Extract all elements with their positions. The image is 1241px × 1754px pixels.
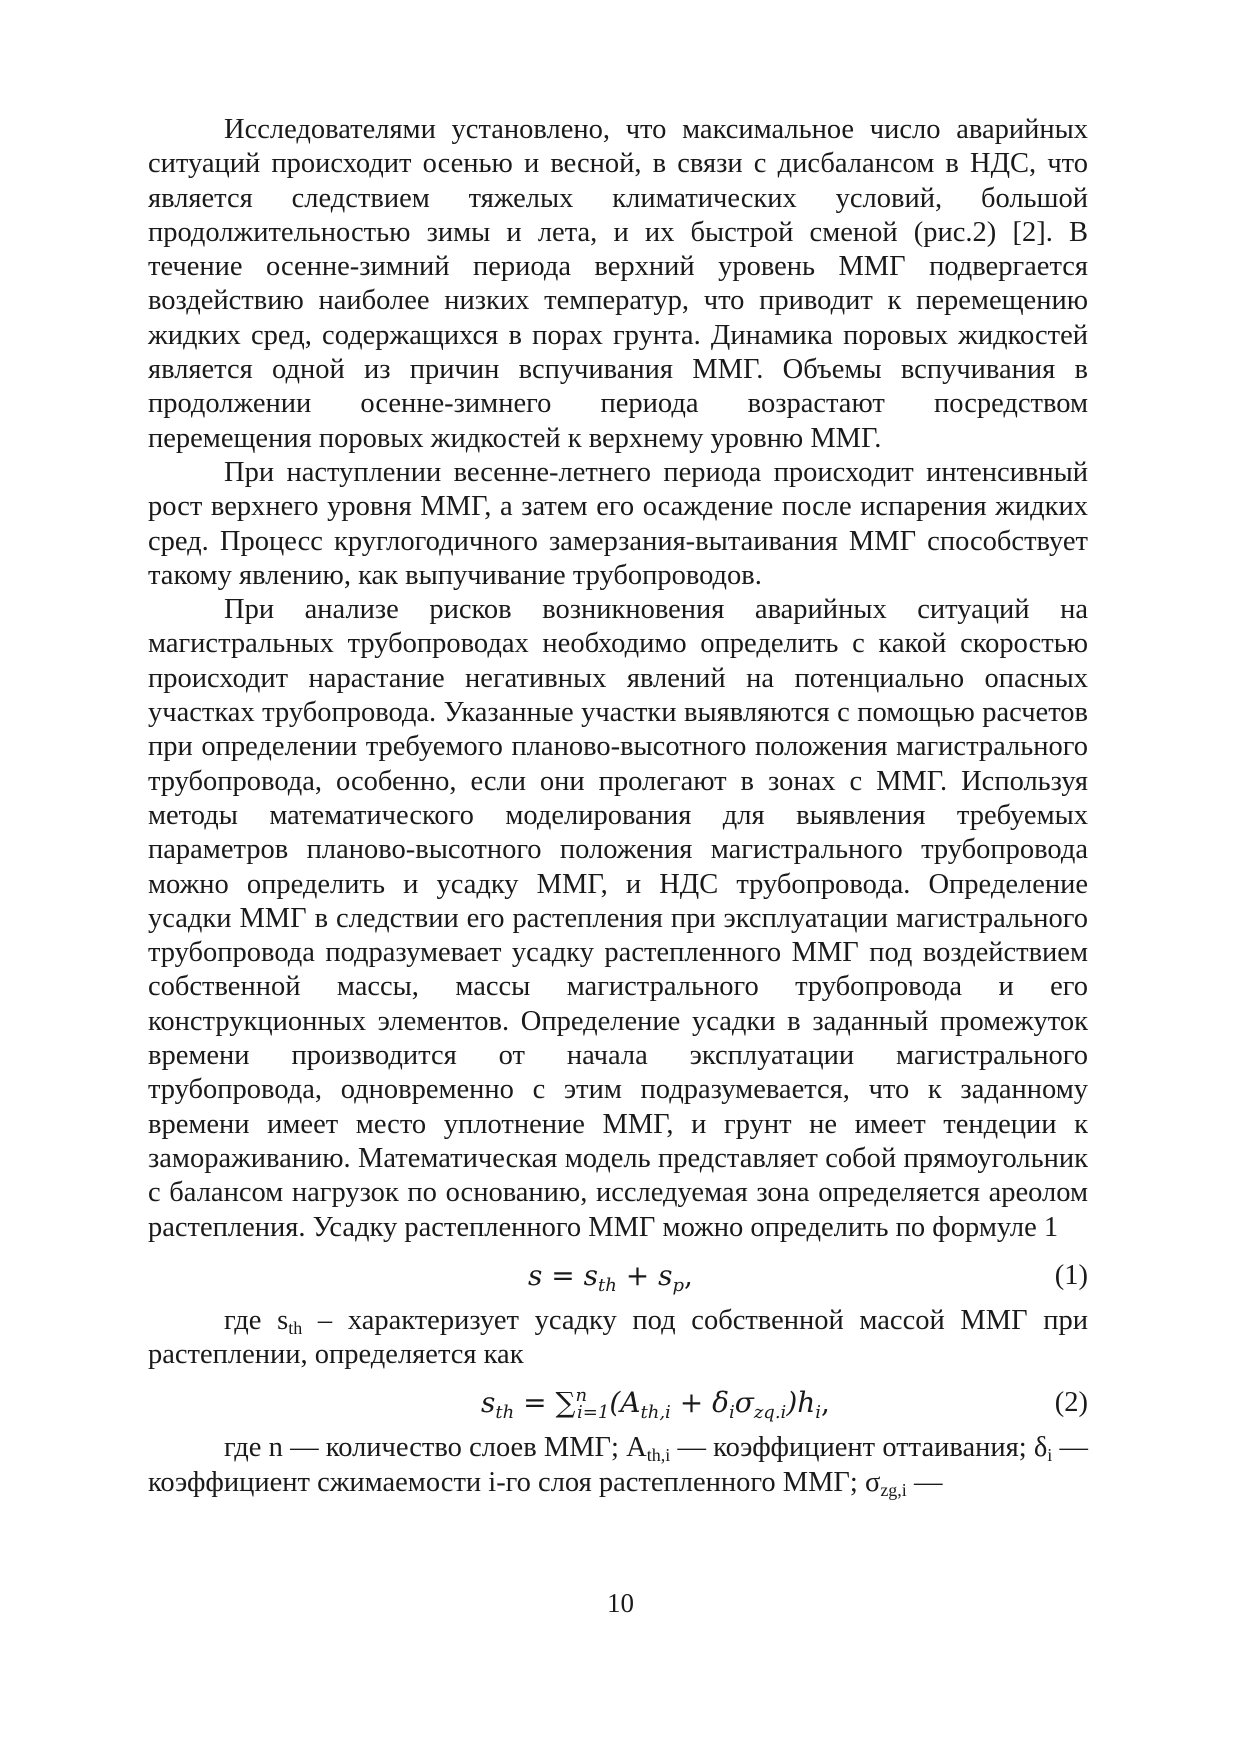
formula-1-row	[148, 1257, 1088, 1294]
where-2-sub-1: th,i	[646, 1445, 671, 1466]
where-1-suffix: – характеризует усадку под собственной массой ММГ при растеплении, определяется как	[148, 1304, 1088, 1371]
where-2-text-2: — коэффициент оттаивания; δ	[670, 1432, 1048, 1464]
formula-2-sigma: σ	[734, 1386, 754, 1420]
formula-2-open: (A	[609, 1386, 641, 1420]
formula-2-h-sub: i	[815, 1402, 822, 1424]
where-2-sub-3: zg,i	[880, 1479, 907, 1500]
formula-1-tail: ,	[684, 1258, 693, 1292]
paragraph-2: При наступлении весенне-летнего периода происходит интенсивный рост верхнего уровня ММГ, а затем его осаждение после испарения жидких сред. Процесс круглогодичного замерзания-вытаивания ММГ способствует такому явлению, как выпучивание трубопроводов.	[148, 456, 1088, 591]
formula-2-lhs: s	[481, 1386, 496, 1420]
page-number: 10	[607, 1588, 634, 1618]
equation-number-2: (2)	[1054, 1387, 1088, 1419]
formula-2-a-sub: th,i	[640, 1402, 671, 1424]
where-paragraph-2	[148, 1431, 1088, 1500]
formula-1-sub-p: p	[672, 1274, 684, 1296]
where-2-text-1: где n — количество слоев ММГ; A	[224, 1432, 647, 1464]
where-paragraph-1	[148, 1304, 1088, 1373]
formula-2-lhs-sub: th	[495, 1402, 515, 1424]
where-1-prefix: где s	[224, 1304, 289, 1336]
formula-2-sum-sign: = ∑	[514, 1386, 576, 1420]
formula-2-plus-delta: + δ	[670, 1386, 729, 1420]
formula-2-sum-sub: i=1	[577, 1402, 610, 1424]
formula-2-sum-sup: n	[575, 1385, 588, 1407]
equation-number-1: (1)	[1054, 1259, 1088, 1291]
document-body	[148, 113, 1088, 1500]
formula-2	[481, 1384, 830, 1424]
formula-2-delta-sub: i	[728, 1402, 735, 1424]
formula-1-lhs: s = s	[528, 1258, 598, 1292]
where-2-text-4: —	[906, 1466, 943, 1498]
where-2-sub-2: i	[1047, 1445, 1053, 1466]
formula-1	[528, 1257, 693, 1294]
formula-2-sigma-sub: zq.i	[753, 1402, 787, 1424]
where-1-sub: th	[288, 1317, 303, 1338]
formula-1-sub-th: th	[598, 1274, 617, 1296]
paragraph-1: Исследователями установлено, что максимальное число аварийных ситуаций происходит осенью и весной, в связи с дисбалансом в НДС, что является следствием тяжелых климатических условий, большой продолжительностью зимы и лета, и их быстрой сменой (рис.2) [2]. В течение осенне-зимний периода верхний уровень ММГ подвергается воздействию наиболее низких температур, что приводит к перемещению жидких сред, содержащихся в порах грунта. Динамика поровых жидкостей является одной из причин вспучивания ММГ. Объемы вспучивания в продолжении осенне-зимнего периода возрастают посредством перемещения поровых жидкостей к верхнему уровню ММГ.	[148, 114, 1088, 454]
formula-1-plus: + s	[616, 1258, 673, 1292]
paragraph-3: При анализе рисков возникновения аварийных ситуаций на магистральных трубопроводах необходимо определить с какой скоростью происходит нарастание негативных явлений на потенциально опасных участках трубопровода. Указанные участки выявляются с помощью расчетов при определении требуемого планово-высотного положения магистрального трубопровода, особенно, если они пролегают в зонах с ММГ. Используя методы математического моделирования для выявления требуемых параметров планово-высотного положения магистрального трубопровода можно определить и усадку ММГ, и НДС трубопровода. Определение усадки ММГ в следствии его растепления при эксплуатации магистрального трубопровода подразумевает усадку растепленного ММГ под воздействием собственной массы, массы магистрального трубопровода и его конструкционных элементов. Определение усадки в заданный промежуток времени производится от начала эксплуатации магистрального трубопровода, одновременно с этим подразумевается, что к заданному времени имеет место уплотнение ММГ, и грунт не имеет тендеции к замораживанию. Математическая модель представляет собой прямоугольник с балансом нагрузок по основанию, исследуемая зона определяется ареолом растепления. Усадку растепленного ММГ можно определить по формуле 1	[148, 594, 1088, 1243]
formula-2-close: )h	[786, 1386, 816, 1420]
formula-2-row	[148, 1384, 1088, 1424]
where-2-text-3: — коэффициент сжимаемости i-го слоя растепленного ММГ; σ	[148, 1432, 1088, 1498]
formula-2-tail: ,	[821, 1386, 830, 1420]
